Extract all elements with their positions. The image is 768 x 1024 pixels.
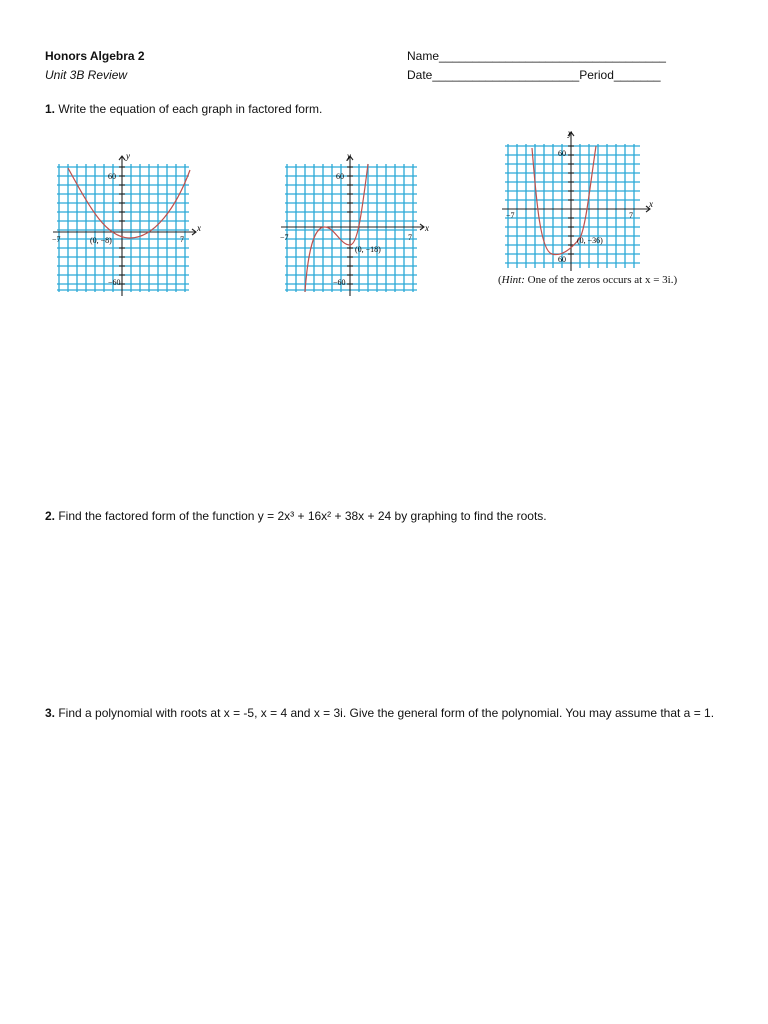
course-title: Honors Algebra 2	[45, 49, 145, 63]
date-blank[interactable]: ______________________	[432, 68, 580, 82]
question-2-number: 2.	[45, 509, 56, 523]
period-label: Period	[579, 68, 614, 82]
graph-2-grid	[285, 164, 417, 292]
graph-2-ybottom-label: −60	[333, 278, 346, 287]
graph-1-xright-label: 7	[180, 235, 184, 244]
graph-1-y-axis-label: y	[126, 151, 130, 161]
date-label: Date	[407, 68, 433, 82]
graph-3-xleft-label: −7	[506, 211, 515, 220]
graph-3	[500, 126, 660, 271]
graph-3-ybottom-label: 60	[558, 255, 566, 264]
question-2-text: Find the factored form of the function y = 2x³ + 16x² + 38x + 24 by graphing to find the roots.	[55, 509, 547, 523]
graph-2-xleft-label: −7	[280, 233, 289, 242]
question-1-number: 1.	[45, 102, 56, 116]
graph-1-xleft-label: −7	[52, 235, 61, 244]
graph-2-xright-label: 7	[408, 233, 412, 242]
period-blank[interactable]: _______	[613, 68, 661, 82]
graph-1-ybottom-label: −60	[108, 278, 121, 287]
name-label: Name	[407, 49, 440, 63]
date-period-line[interactable]	[407, 68, 661, 83]
graph-1	[50, 150, 208, 298]
graph-2	[278, 150, 436, 298]
graph-3-grid	[505, 144, 640, 268]
graph-3-xright-label: 7	[629, 211, 633, 220]
question-2	[45, 509, 547, 524]
graph-3-ytop-label: 60	[558, 149, 566, 158]
hint-label: Hint:	[501, 274, 525, 286]
graph-3-axes	[502, 132, 650, 271]
question-1	[45, 102, 322, 117]
name-blank[interactable]: __________________________________	[439, 49, 666, 63]
hint-text: One of the zeros occurs at x = 3i.	[527, 274, 674, 286]
graph-3-hint: (Hint: One of the zeros occurs at x = 3i.)	[498, 274, 678, 286]
graph-3-point-label: (0, −36)	[577, 236, 603, 245]
name-line[interactable]	[407, 49, 666, 64]
graph-1-ytop-label: 60	[108, 172, 116, 181]
graph-2-x-axis-label: x	[425, 223, 429, 233]
question-3	[45, 704, 725, 723]
graph-1-point-label: (0, −8)	[90, 236, 112, 245]
graph-2-ytop-label: 60	[336, 172, 344, 181]
graph-2-point-label: (0, −18)	[355, 245, 381, 254]
graph-1-x-axis-label: x	[197, 223, 201, 233]
unit-subtitle: Unit 3B Review	[45, 68, 128, 82]
question-3-number: 3.	[45, 706, 56, 720]
graph-3-x-axis-label: x	[649, 199, 653, 209]
question-1-text: Write the equation of each graph in factored form.	[55, 102, 323, 116]
graph-3-y-axis-label: y	[568, 128, 572, 138]
question-3-text: Find a polynomial with roots at x = -5, x = 4 and x = 3i. Give the general form of the polynomial. You may assume that a = 1.	[55, 706, 715, 720]
graph-2-y-axis-label: y	[347, 151, 351, 161]
